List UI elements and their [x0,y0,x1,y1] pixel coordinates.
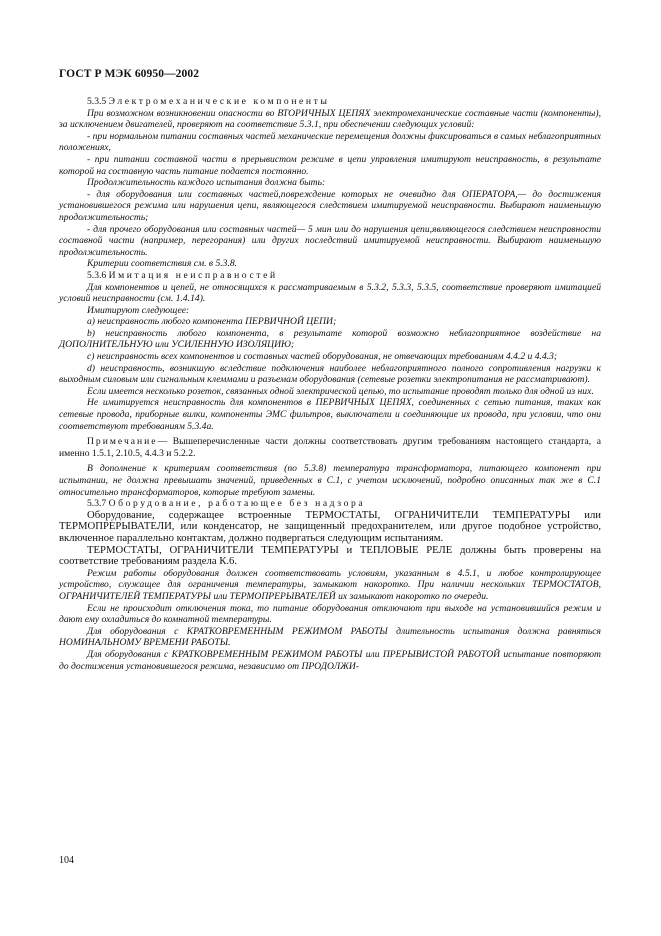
paragraph: При возможном возникновении опасности во ВТОРИЧНЫХ ЦЕПЯХ электромеханические составные части (компоненты), за исключением двигателей, проверяют на соответствие 5.3.1, при обеспечении следующих условий: [59,107,601,131]
paragraph: Режим работы оборудования должен соответствовать условиям, указанным в 4.5.1, и любое контролирующее устройство, служащее для ограничения температуры, замыкают накоротко. При наличии нескольких ТЕРМОСТАТОВ, ОГРАНИЧИТЕЛЕЙ ТЕМПЕРАТУРЫ или ТЕРМОПРЕРЫВАТЕЛЕЙ их замыкают накоротко по очереди. [59,567,601,602]
document-body [59,96,601,672]
paragraph: Если не происходит отключения тока, то питание оборудования отключают при выходе на установившийся режим и дают ему охладиться до комнатной температуры. [59,602,601,626]
paragraph: Не имитируется неисправность для компонентов в ПЕРВИЧНЫХ ЦЕПЯХ, соединенных с сетью питания, таких как сетевые провода, приборные вилки, компоненты ЭМС фильтров, выключатели и соединяющие их провода, при условии, что они соответствуют требованиям 5.3.4a. [59,397,601,432]
note [59,436,601,459]
paragraph: Для оборудования с КРАТКОВРЕМЕННЫМ РЕЖИМОМ РАБОТЫ длительность испытания должна равняться НОМИНАЛЬНОМУ ВРЕМЕНИ РАБОТЫ. [59,625,601,649]
page-number: 104 [59,855,74,866]
paragraph: ТЕРМОСТАТЫ, ОГРАНИЧИТЕЛИ ТЕМПЕРАТУРЫ и ТЕПЛОВЫЕ РЕЛЕ должны быть проверены на соответствие требованиям раздела К.6. [59,543,601,568]
list-item: a) неисправность любого компонента ПЕРВИЧНОЙ ЦЕПИ; [87,316,337,328]
paragraph: Для оборудования с КРАТКОВРЕМЕННЫМ РЕЖИМОМ РАБОТЫ или ПРЕРЫВИСТОЙ РАБОТОЙ испытание повторяют до достижения установившегося режима, независимо от ПРОДОЛЖИ- [59,648,601,672]
note-text: — Вышеперечисленные части должны соответствовать другим требованиям настоящего стандарта, а именно 1.5.1, 2.10.5, 4.4.3 и 5.2.2. [59,436,601,459]
paragraph: - для оборудования или составных частей,повреждение которых не очевидно для ОПЕРАТОРА,— до достижения установившегося режима или нарушения цепи, являющегося следствием имитируемой неисправности. Выбирают наименьшую продолжительность; [59,188,601,223]
section-heading: 5.3.7 Оборудование, работающее без надзора [87,498,366,510]
paragraph: Если имеется несколько розеток, связанных одной электрической цепью, то испытание проводят только для одной из них. [87,385,594,397]
note-label: Примечание [87,436,158,448]
paragraph: - при нормальном питании составных частей механические перемещения должны фиксироваться в самых неблагоприятных положениях, [59,130,601,154]
section-heading: 5.3.5 Электромеханические компоненты [87,96,330,107]
paragraph: Продолжительность каждого испытания должна быть: [87,177,326,189]
list-item: c) неисправность всех компонентов и составных частей оборудования, не отвечающих требованиям 4.4.2 и 4.4.3; [87,351,558,363]
paragraph: В дополнение к критериям соответствия (по 5.3.8) температура трансформатора, питающего компонент при испытании, не должна превышать значений, приведенных в С.1, с учетом исключений, подробно описанных так же в С.1 относительно трансформаторов, которые требуют замены. [59,463,601,498]
list-item: d) неисправность, возникшую вследствие подключения наиболее неблагоприятного полного сопротивления нагрузки к выходным силовым или сигнальным клеммами и разъемам оборудования (сетевые розетки электропитания не рассматривают). [59,362,601,386]
paragraph: Критерии соответствия см. в 5.3.8. [87,258,238,270]
paragraph: Имитируют следующее: [87,304,190,316]
paragraph: - при питании составной части в прерывистом режиме в цепи управления имитируют неисправность, в результате которой на составную часть питание подается постоянно. [59,153,601,177]
paragraph: Для компонентов и цепей, не относящихся к рассматриваемым в 5.3.2, 5.3.3, 5.3.5, соответствие проверяют имитацией условий неисправности (см. 1.4.14). [59,281,601,305]
section-heading: 5.3.6 Имитация неисправностей [87,269,278,281]
paragraph: - для прочего оборудования или составных частей— 5 мин или до нарушения цепи,являющегося следствием неисправности составной части (например, перегорания) или других последствий имитируемой неисправности. Выбирают наименьшую продолжительность. [59,223,601,258]
paragraph: Оборудование, содержащее встроенные ТЕРМОСТАТЫ, ОГРАНИЧИТЕЛИ ТЕМПЕРАТУРЫ или ТЕРМОПРЕРЫВАТЕЛИ, или конденсатор, не защищенный предохранителем, или другое подобное устройство, включенное параллельно контактам, должно подвергаться следующим испытаниям. [59,508,601,544]
document-header: ГОСТ Р МЭК 60950—2002 [59,68,200,80]
list-item: b) неисправность любого компонента, в результате которой возможно неблагоприятное воздействие на ДОПОЛНИТЕЛЬНУЮ или УСИЛЕННУЮ ИЗОЛЯЦИЮ; [59,327,601,351]
